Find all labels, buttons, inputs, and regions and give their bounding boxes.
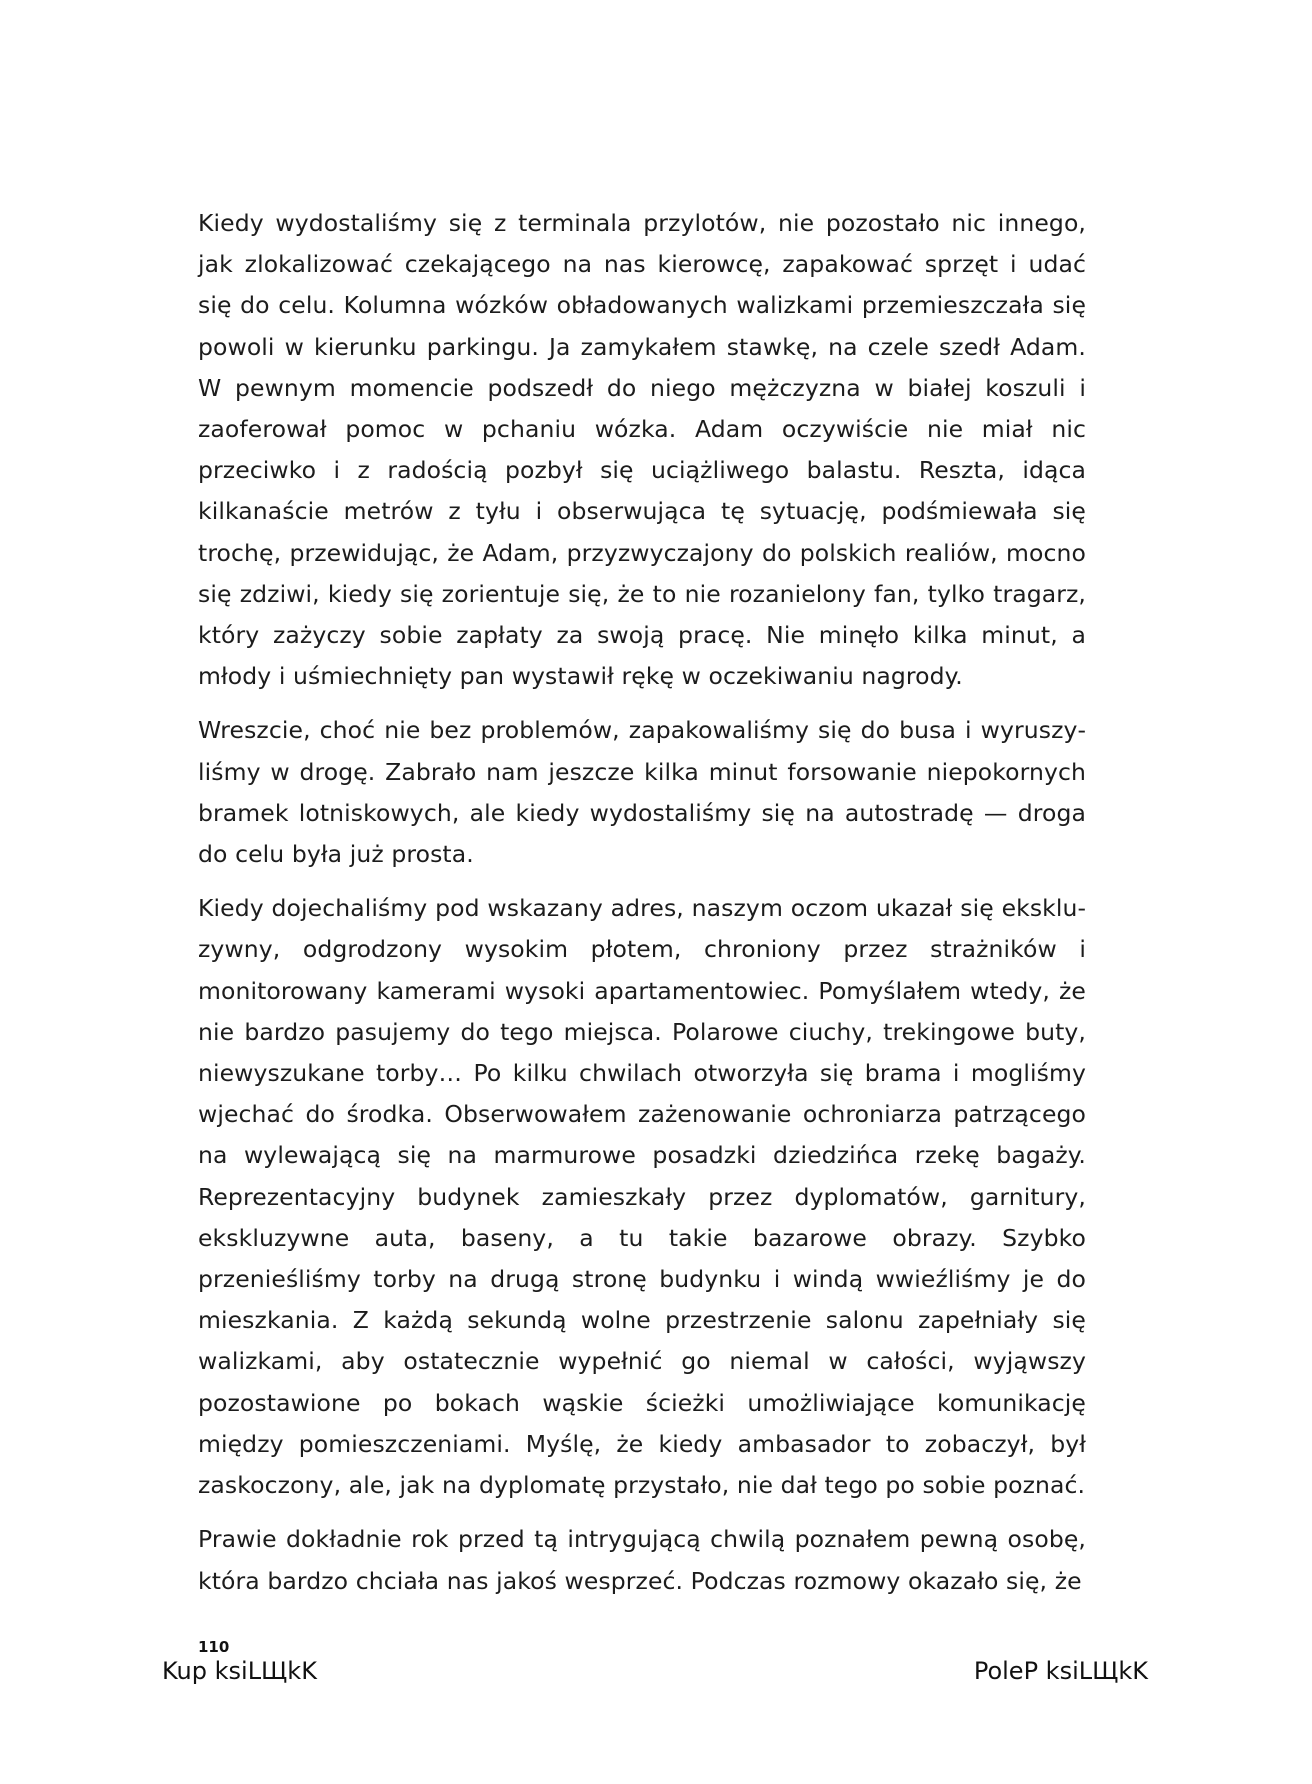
paragraph-1: Kiedy wydostaliśmy się z terminala przylotów, nie pozostało nic innego, jak zlokalizować czekającego na nas kierowcę, zapakować sprzęt i udać się do celu. Kolumna wózków obładowanych walizkami przemieszczała się powoli w kierunku parkingu. Ja zamykałem stawkę, na czele szedł Adam. W pewnym momencie podszedł do niego mężczyzna w białej koszuli i zaoferował pomoc w pchaniu wózka. Adam oczywiście nie miał nic przeciwko i z radością pozbył się uciążliwego balastu. Reszta, idąca kilkanaście metrów z tyłu i obserwująca tę sytuację, podśmiewała się trochę, przewidując, że Adam, przyzwyczajony do polskich realiów, mocno się zdziwi, kiedy się zorientuje się, że to nie rozanielony fan, tylko tragarz, który zażyczy sobie zapłaty za swoją pracę. Nie minęło kilka minut, a młody i uśmiechnięty pan wystawił rękę w oczekiwaniu nagrody. [198, 209, 1086, 691]
paragraph-2: Wreszcie, choć nie bez problemów, zapakowaliśmy się do busa i wyruszyliśmy w drogę. Zabrało nam jeszcze kilka minut forsowanie niepokornych bramek lotniskowych, ale kiedy wydostaliśmy się na autostradę — droga do celu była już prosta. [198, 716, 1086, 869]
footer-recommend-book-link[interactable]: PoleP ksiLЩkK [973, 1657, 1148, 1685]
paragraph-4: Prawie dokładnie rok przed tą intrygującą chwilą poznałem pewną osobę, która bardzo chciała nas jakoś wesprzeć. Podczas rozmowy okazało się, że [198, 1525, 1086, 1595]
body-text [198, 203, 1086, 1615]
footer-buy-book-link[interactable]: Kup ksiLЩkK [162, 1657, 317, 1685]
paragraph-3: Kiedy dojechaliśmy pod wskazany adres, naszym oczom ukazał się ekskluzywny, odgrodzony wysokim płotem, chroniony przez strażników i monitorowany kamerami wysoki apartamentowiec. Pomyślałem wtedy, że nie bardzo pasujemy do tego miejsca. Polarowe ciuchy, trekingowe buty, niewyszukane torby… Po kilku chwilach otworzyła się brama i mogliśmy wjechać do środka. Obserwowałem zażenowanie ochroniarza patrzącego na wylewającą się na marmurowe posadzki dziedzińca rzekę bagaży. Reprezentacyjny budynek zamieszkały przez dyplomatów, garnitury, ekskluzywne auta, baseny, a tu takie bazarowe obrazy. Szybko przenieśliśmy torby na drugą stronę budynku i windą wwieźliśmy je do mieszkania. Z każdą sekundą wolne przestrzenie salonu zapełniały się walizkami, aby ostatecznie wypełnić go niemal w całości, wyjąwszy pozostawione po bokach wąskie ścieżki umożliwiające komunikację między pomieszczeniami. Myślę, że kiedy ambasador to zobaczył, był zaskoczony, ale, jak na dyplomatę przystało, nie dał tego po sobie poznać. [198, 894, 1086, 1500]
page-number: 110 [198, 1638, 230, 1656]
